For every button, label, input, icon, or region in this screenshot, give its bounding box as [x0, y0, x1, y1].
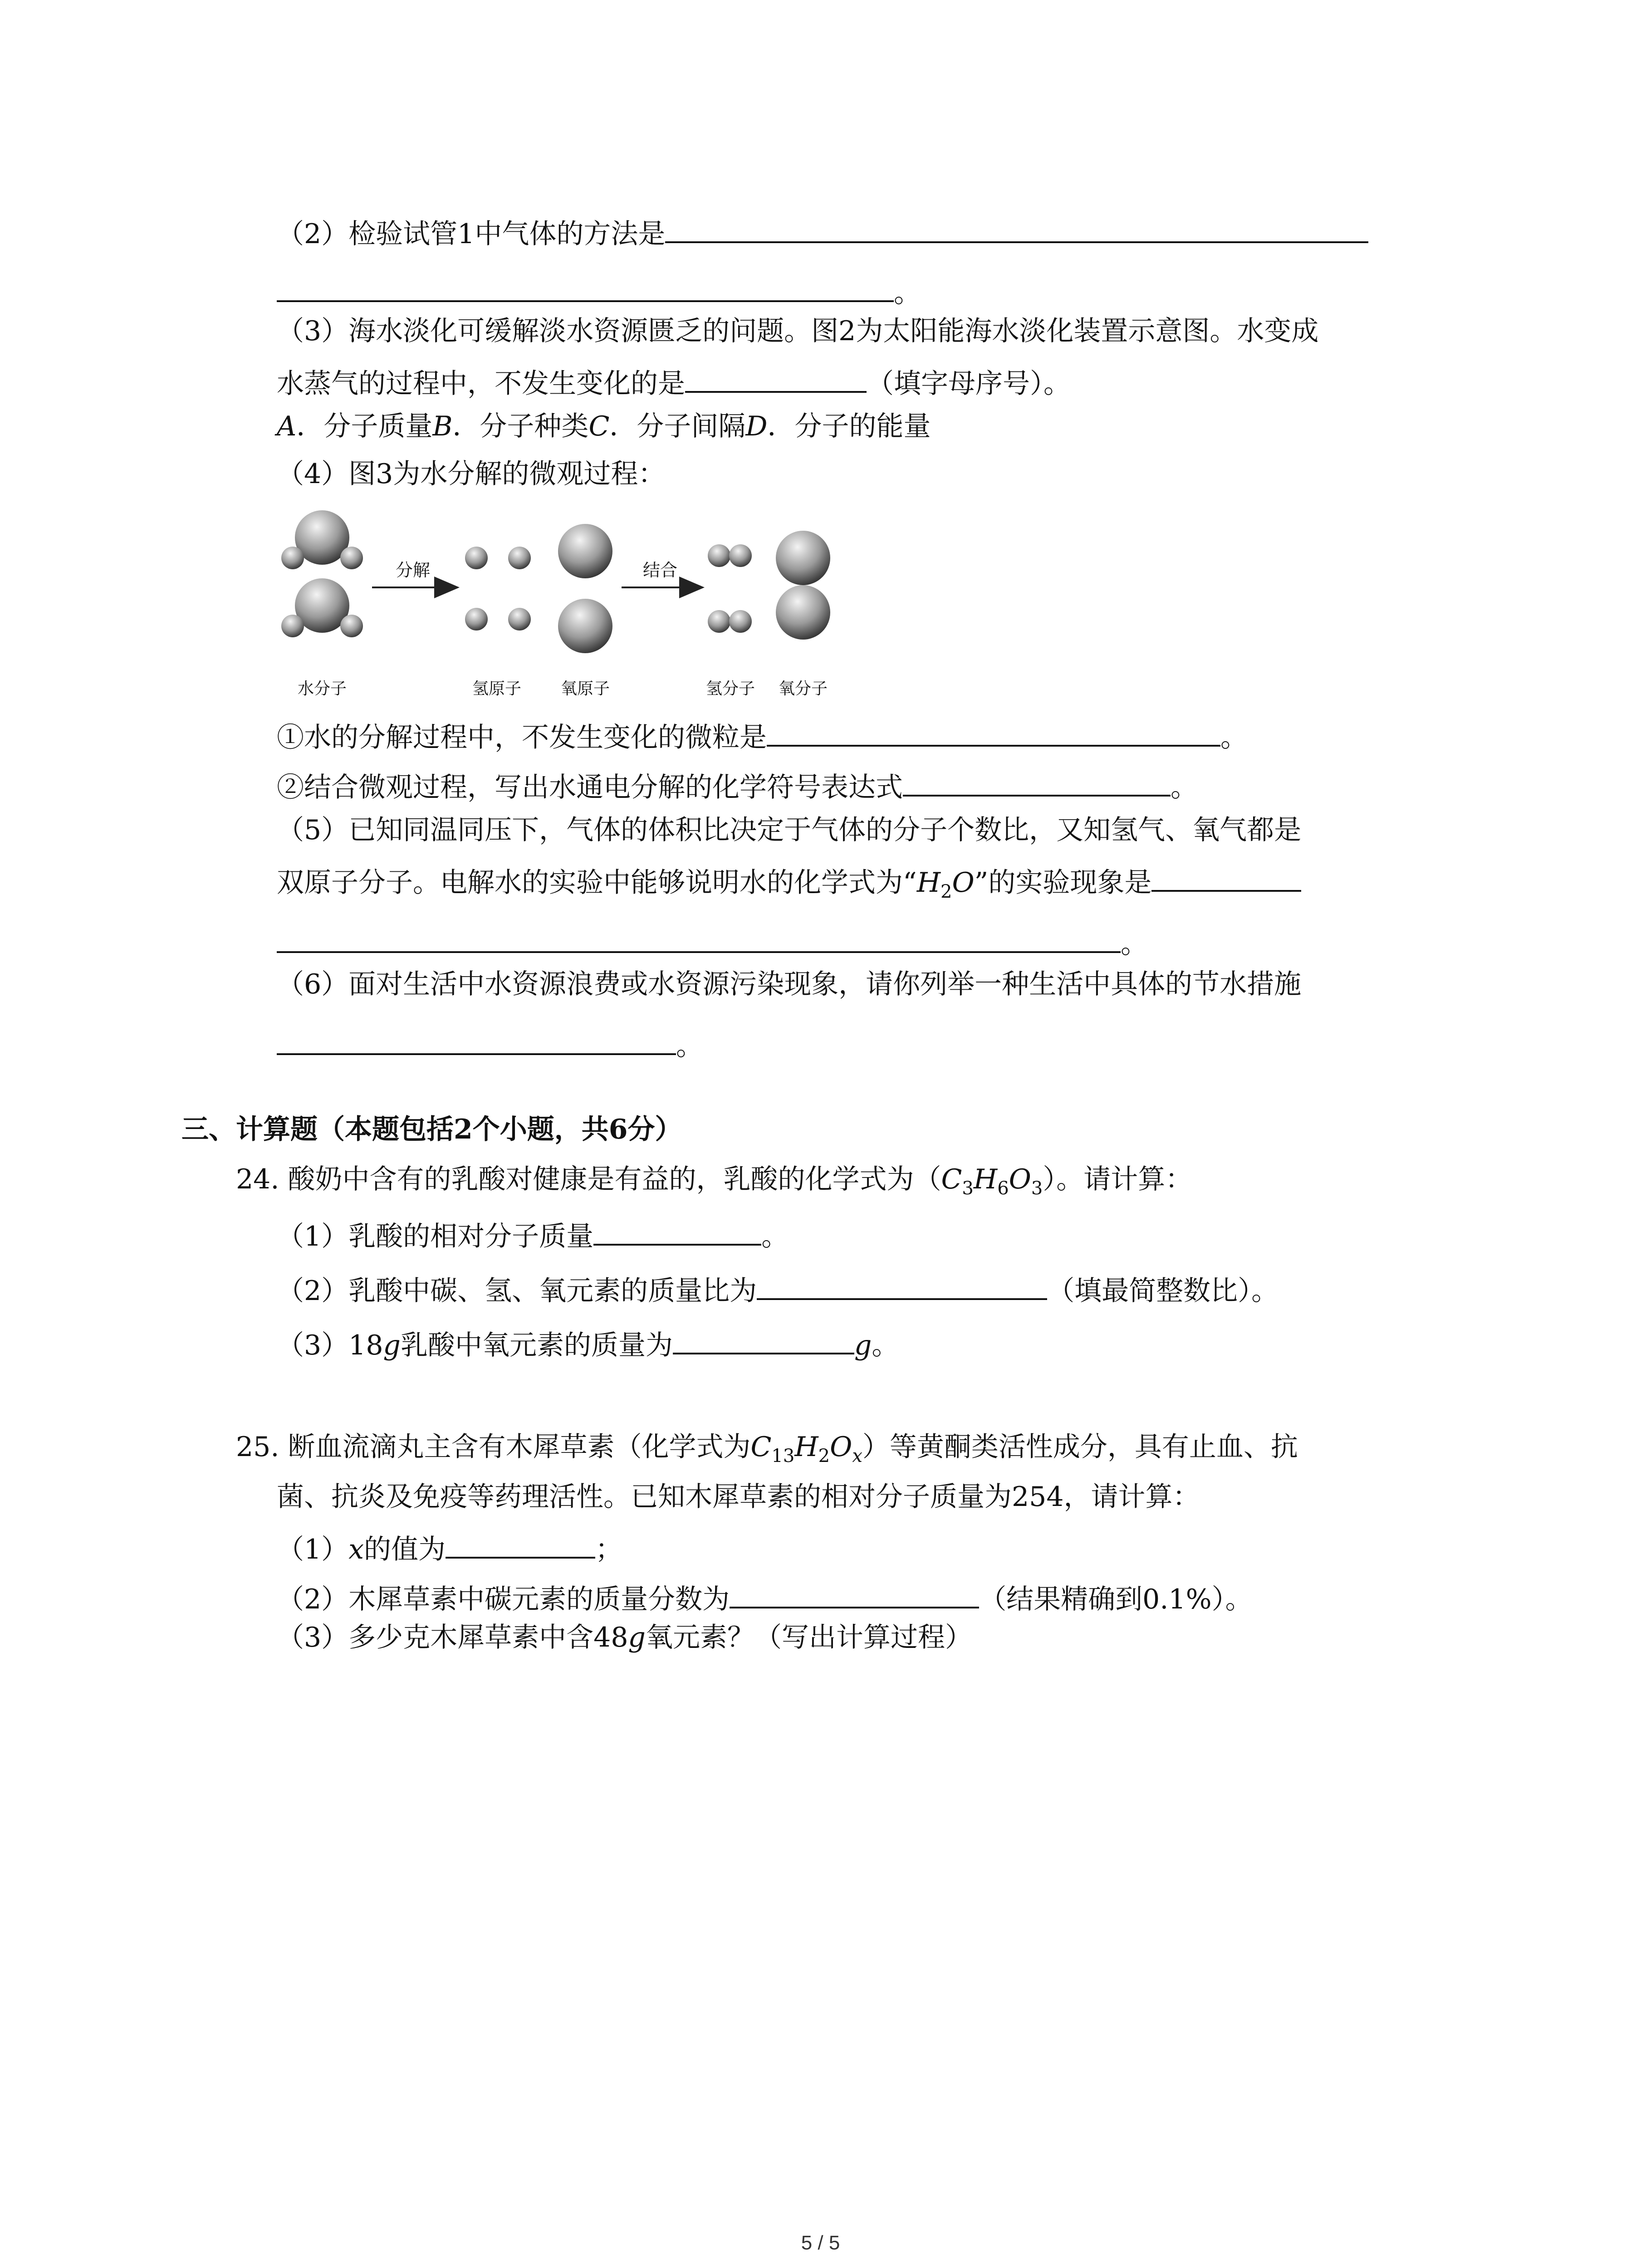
answer-blank[interactable]	[593, 1216, 761, 1246]
label-oxygen-molecule: 氧分子	[778, 679, 828, 698]
answer-blank[interactable]	[446, 1529, 595, 1559]
label-water-molecule: 水分子	[297, 679, 347, 698]
answer-blank[interactable]	[277, 272, 894, 302]
answer-blank[interactable]	[665, 213, 1368, 243]
answer-blank[interactable]	[730, 1579, 979, 1608]
arrow-label-decompose: 分解	[395, 561, 431, 580]
answer-blank[interactable]	[1151, 862, 1301, 892]
q23-options: A．分子质量B．分子种类C．分子间隔D．分子的能量	[277, 411, 931, 442]
answer-blank[interactable]	[903, 767, 1171, 797]
q25-sub1: （1）x的值为 ；	[277, 1529, 622, 1568]
q25-stem: 25. 断血流滴丸主含有木犀草素（化学式为$C_{13}H_2O_x$）等黄酮类活性成分，具有止血、抗	[236, 1431, 1298, 1466]
q23-part3-line2: 水蒸气的过程中，不发生变化的是 （填字母序号）。	[277, 363, 1071, 402]
q23-part5-cont: 。	[277, 923, 1148, 962]
q24-sub2: （2）乳酸中碳、氢、氧元素的质量比为 （填最简整数比）。	[277, 1270, 1279, 1309]
section-heading: 三、计算题（本题包括2个小题，共6分）	[181, 1114, 682, 1145]
q25-sub2: （2）木犀草素中碳元素的质量分数为 （结果精确到0.1%）。	[277, 1579, 1253, 1618]
answer-blank[interactable]	[757, 1270, 1047, 1300]
hydrogen-molecule-icon	[708, 544, 752, 567]
hydrogen-molecule-icon	[708, 610, 752, 633]
q23-part5-line1: （5）已知同温同压下，气体的体积比决定于气体的分子个数比，又知氢气、氧气都是	[277, 814, 1302, 846]
q23-part5-line2: 双原子分子。电解水的实验中能够说明水的化学式为“$H_2O$”的实验现象是	[277, 862, 1301, 910]
answer-blank[interactable]	[277, 923, 1121, 953]
q25-stem-line2: 菌、抗炎及免疫等药理活性。已知木犀草素的相对分子质量为254，请计算：	[277, 1481, 1200, 1513]
water-molecule-icon	[281, 578, 363, 637]
oxygen-atom-icon	[558, 524, 612, 653]
label-hydrogen-molecule: 氢分子	[705, 679, 755, 698]
oxygen-molecule-icon	[776, 531, 830, 640]
q23-part2-cont: 。	[277, 272, 921, 311]
q24-sub1: （1）乳酸的相对分子质量 。	[277, 1216, 789, 1255]
answer-blank[interactable]	[277, 1025, 676, 1055]
q25-sub3: （3）多少克木犀草素中含48g氧元素？（写出计算过程）	[277, 1622, 972, 1653]
q23-part4: （4）图3为水分解的微观过程：	[277, 458, 666, 490]
q24-stem: 24. 酸奶中含有的乳酸对健康是有益的，乳酸的化学式为$(C_3H_6O_3)$。请计算：	[236, 1163, 1193, 1199]
hydrogen-atom-icon	[465, 547, 531, 631]
q23-part3-line1: （3）海水淡化可缓解淡水资源匮乏的问题。图2为太阳能海水淡化装置示意图。水变成	[277, 315, 1319, 347]
q23-part6: （6）面对生活中水资源浪费或水资源污染现象，请你列举一种生活中具体的节水措施	[277, 968, 1302, 1000]
q23-part6-cont: 。	[277, 1025, 703, 1064]
answer-blank[interactable]	[685, 363, 867, 393]
q23-part4-sub1: ①水的分解过程中，不发生变化的微粒是 。	[277, 717, 1248, 756]
q23-part4-sub2: ②结合微观过程，写出水通电分解的化学符号表达式 。	[277, 767, 1198, 806]
water-decomposition-figure	[277, 508, 867, 708]
arrow-label-combine: 结合	[642, 561, 678, 580]
q23-part2: （2）检验试管1中气体的方法是	[277, 213, 1368, 252]
label-hydrogen-atom: 氢原子	[472, 679, 522, 698]
answer-blank[interactable]	[767, 717, 1220, 747]
page-number: 5 / 5	[801, 2232, 840, 2254]
answer-blank[interactable]	[673, 1325, 854, 1354]
label-oxygen-atom: 氧原子	[560, 679, 610, 698]
q24-sub3: （3）18g乳酸中氧元素的质量为 g。	[277, 1325, 899, 1364]
water-molecule-icon	[281, 510, 363, 569]
